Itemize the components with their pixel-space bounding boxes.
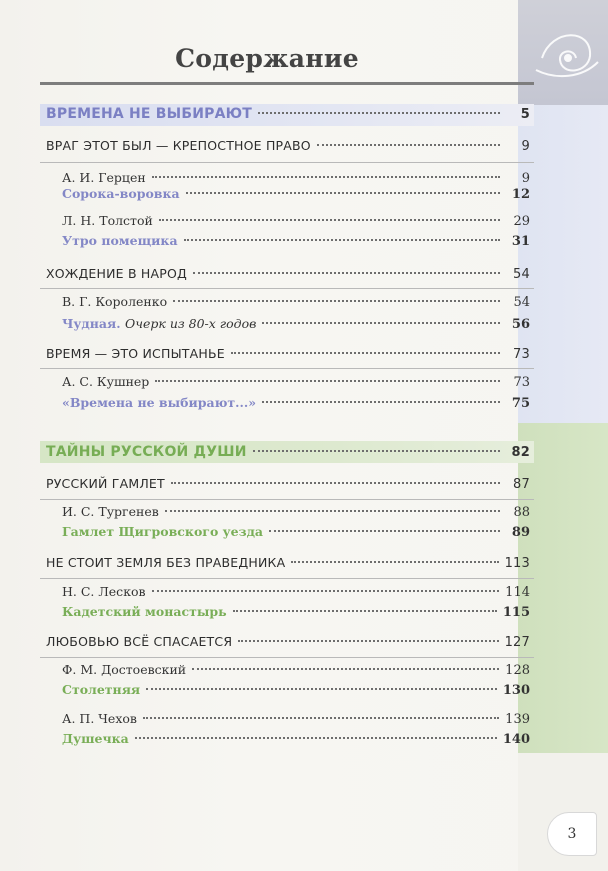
toc-section-1[interactable]: [46, 106, 530, 122]
leader-dots: [186, 192, 500, 194]
work-title: Утро помещика: [62, 233, 178, 248]
author-page: 88: [513, 505, 530, 520]
chapter-page: 127: [504, 635, 530, 650]
chapter-title: НЕ СТОИТ ЗЕМЛЯ БЕЗ ПРАВЕДНИКА: [46, 555, 286, 570]
toc-author[interactable]: [62, 504, 530, 520]
author-name: А. И. Герцен: [62, 170, 146, 185]
divider: [40, 162, 534, 163]
chapter-page: 9: [521, 139, 530, 154]
work-subtitle: Очерк из 80-х годов: [124, 316, 257, 331]
work-title: «Времена не выбирают...»: [62, 395, 257, 410]
section-title: ВРЕМЕНА НЕ ВЫБИРАЮТ: [46, 106, 253, 122]
divider: [40, 499, 534, 500]
toc-work[interactable]: [62, 316, 530, 332]
leader-dots: [159, 219, 500, 221]
chapter-title: ЛЮБОВЬЮ ВСЁ СПАСАЕТСЯ: [46, 634, 233, 649]
chapter-page: 54: [513, 267, 530, 282]
leader-dots: [238, 640, 498, 642]
toc-work[interactable]: [62, 604, 530, 620]
leader-dots: [253, 450, 500, 452]
leader-dots: [155, 380, 500, 382]
author-page: 54: [513, 295, 530, 310]
work-title: Столетняя: [62, 682, 141, 697]
work-page: 89: [511, 525, 530, 540]
chapter-title: ХОЖДЕНИЕ В НАРОД: [46, 266, 187, 281]
toc-chapter[interactable]: [46, 634, 530, 650]
divider: [40, 578, 534, 579]
leader-dots: [192, 668, 499, 670]
divider: [40, 368, 534, 369]
work-page: 130: [502, 683, 530, 698]
page-title: Содержание: [175, 44, 359, 73]
toc-author[interactable]: [62, 711, 530, 727]
margin-band-green: [518, 423, 608, 753]
chapter-page: 113: [504, 556, 530, 571]
leader-dots: [135, 737, 497, 739]
leader-dots: [173, 300, 500, 302]
work-title: Чудная.: [62, 316, 121, 331]
toc-chapter[interactable]: [46, 346, 530, 362]
divider: [40, 288, 534, 289]
author-name: В. Г. Короленко: [62, 294, 168, 309]
section-page: 82: [511, 445, 530, 460]
leader-dots: [231, 352, 500, 354]
toc-author[interactable]: [62, 374, 530, 390]
author-page: 29: [513, 214, 530, 229]
chapter-title: РУССКИЙ ГАМЛЕТ: [46, 476, 165, 491]
toc-section-2[interactable]: [46, 444, 530, 460]
toc-work[interactable]: [62, 731, 530, 747]
work-page: 75: [511, 396, 530, 411]
toc-work[interactable]: [62, 682, 530, 698]
author-name: А. С. Кушнер: [62, 374, 150, 389]
author-page: 139: [505, 712, 530, 727]
work-title: Гамлет Щигровского уезда: [62, 524, 263, 539]
toc-author[interactable]: [62, 170, 530, 186]
leader-dots: [146, 688, 497, 690]
chapter-page: 87: [513, 477, 530, 492]
leader-dots: [171, 482, 500, 484]
toc-author[interactable]: [62, 584, 530, 600]
leader-dots: [262, 322, 500, 324]
divider: [40, 657, 534, 658]
toc-work[interactable]: [62, 186, 530, 202]
work-title: Сорока-воровка: [62, 186, 180, 201]
toc-work[interactable]: [62, 395, 530, 411]
work-page: 56: [511, 317, 530, 332]
leader-dots: [152, 176, 500, 178]
toc-author[interactable]: [62, 294, 530, 310]
section-title: ТАЙНЫ РУССКОЙ ДУШИ: [46, 444, 247, 460]
section-page: 5: [520, 107, 530, 122]
author-page: 73: [513, 375, 530, 390]
chapter-page: 73: [513, 347, 530, 362]
work-page: 140: [502, 732, 530, 747]
author-name: И. С. Тургенев: [62, 504, 159, 519]
work-page: 115: [502, 605, 530, 620]
toc-work[interactable]: [62, 233, 530, 249]
author-page: 114: [505, 585, 530, 600]
leader-dots: [291, 561, 498, 563]
leader-dots: [152, 590, 500, 592]
work-title: Кадетский монастырь: [62, 604, 227, 619]
leader-dots: [143, 717, 499, 719]
leader-dots: [262, 401, 500, 403]
leader-dots: [165, 510, 500, 512]
work-page: 12: [511, 187, 530, 202]
toc-chapter[interactable]: [46, 138, 530, 154]
margin-band-blue: [518, 105, 608, 423]
author-page: 9: [521, 171, 530, 186]
toc-chapter[interactable]: [46, 266, 530, 282]
toc-chapter[interactable]: [46, 476, 530, 492]
toc-author[interactable]: [62, 662, 530, 678]
work-title-group: [62, 316, 256, 331]
leader-dots: [184, 239, 500, 241]
toc-author[interactable]: [62, 213, 530, 229]
title-rule: [40, 82, 534, 85]
leader-dots: [193, 272, 500, 274]
leader-dots: [317, 144, 500, 146]
author-name: Ф. М. Достоевский: [62, 662, 187, 677]
work-title: Душечка: [62, 731, 129, 746]
work-page: 31: [511, 234, 530, 249]
toc-chapter[interactable]: [46, 555, 530, 571]
leader-dots: [269, 530, 500, 532]
toc-work[interactable]: [62, 524, 530, 540]
leader-dots: [233, 610, 497, 612]
leader-dots: [258, 112, 500, 114]
swirl-ornament-icon: [532, 18, 602, 88]
chapter-title: ВРЕМЯ — ЭТО ИСПЫТАНЬЕ: [46, 346, 225, 361]
author-name: Л. Н. Толстой: [62, 213, 153, 228]
author-name: А. П. Чехов: [62, 711, 137, 726]
author-page: 128: [505, 663, 530, 678]
page-number: 3: [547, 812, 597, 856]
author-name: Н. С. Лесков: [62, 584, 146, 599]
chapter-title: ВРАГ ЭТОТ БЫЛ — КРЕПОСТНОЕ ПРАВО: [46, 138, 311, 153]
